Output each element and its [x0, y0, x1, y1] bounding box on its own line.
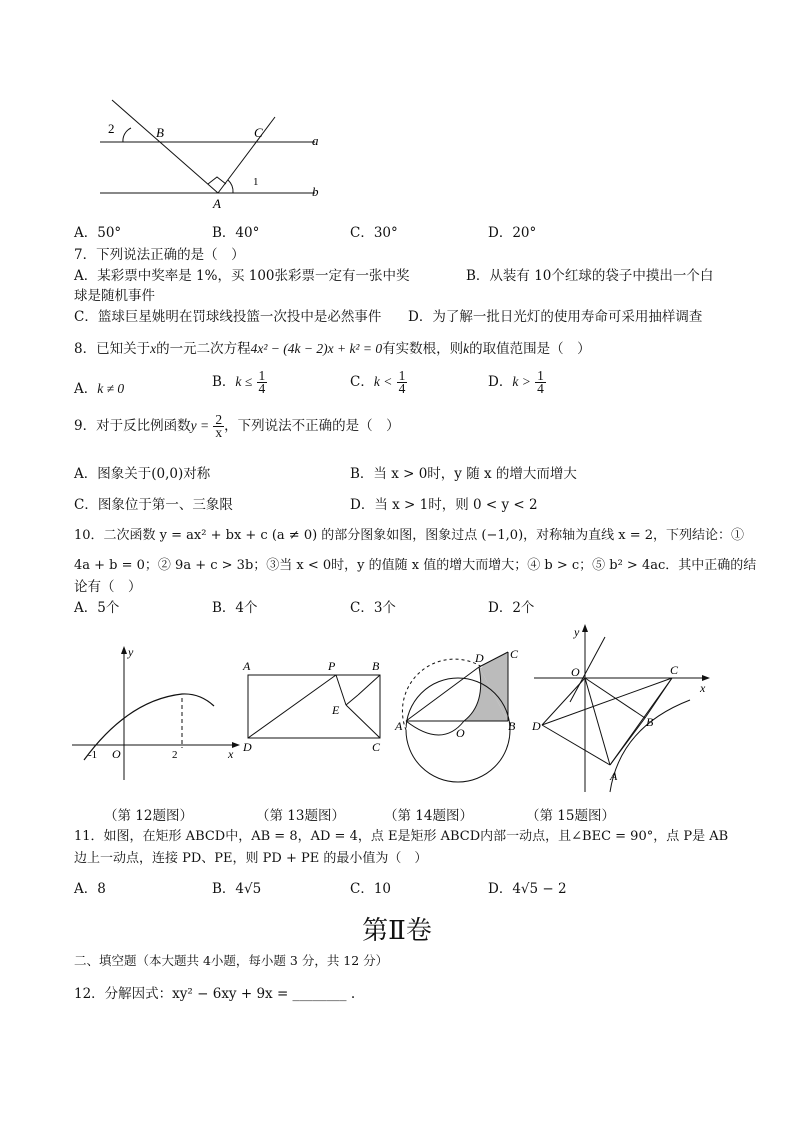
section-title: 第Ⅱ卷 [362, 916, 432, 946]
fig14-label-O: O [456, 726, 465, 740]
fraction-numerator: 1 [398, 368, 406, 383]
q10-line3: 论有（ ） [74, 579, 142, 595]
fig14-label-A: A [395, 719, 403, 733]
q11-option-c: C．10 [350, 881, 392, 897]
fraction-numerator: 2 [215, 412, 223, 427]
caption-fig15: （第 15题图） [526, 808, 615, 824]
label-A: A [213, 196, 221, 211]
q8-option-b-lhs: k ≤ [235, 374, 253, 389]
q8-option-c-lhs: k < [373, 374, 393, 389]
q9-stem-part1: 9．对于反比例函数 [74, 418, 191, 434]
q10-option-d: D．2个 [488, 600, 535, 616]
q11-option-b: B．4√5 [212, 881, 262, 897]
q8-option-d-letter: D． [488, 374, 513, 390]
fig13-label-P: P [328, 659, 336, 673]
q7-option-c: C．篮球巨星姚明在罚球线投篮一次投中是必然事件 [74, 309, 382, 325]
fraction-denominator: 4 [537, 381, 544, 396]
q11-option-d: D．4√5 − 2 [488, 881, 567, 897]
label-B: B [156, 125, 164, 140]
fraction-numerator: 1 [258, 368, 266, 383]
label-angle1: 1 [253, 176, 259, 188]
q11-line1: 11．如图，在矩形 ABCD中，AB = 8，AD = 4，点 E是矩形 ABCD内部一动点，且∠BEC = 90°，点 P是 AB [74, 829, 729, 844]
caption-fig12: （第 12题图） [104, 808, 193, 824]
fig15-label-y: y [574, 625, 580, 639]
fig15-label-O: O [571, 665, 580, 679]
fig12-label-origin: O [112, 747, 121, 761]
label-C: C [254, 125, 263, 140]
fig12-label-x: x [228, 747, 234, 761]
q8-stem-part4: 的取值范围是（ ） [469, 341, 591, 357]
figure-12-parabola [68, 640, 248, 790]
q8-stem-part3: 有实数根，则 [382, 341, 464, 357]
fig14-label-B: B [508, 719, 516, 733]
q8-option-c [350, 370, 407, 395]
q10-option-c: C．3个 [350, 600, 396, 616]
figure-15-coordinate [530, 622, 720, 797]
q7-option-b-line1: B．从装有 10个红球的袋子中摸出一个白 [466, 268, 714, 284]
q6-option-c: C．30° [350, 225, 398, 241]
fig13-label-C: C [372, 740, 381, 754]
fig13-label-D: D [243, 740, 252, 754]
fig15-label-B: B [646, 715, 654, 729]
figure-parallel-lines [90, 95, 340, 215]
q8-option-c-letter: C． [350, 374, 374, 390]
q8-option-b-letter: B． [212, 374, 236, 390]
q11-line2: 边上一动点，连接 PD、PE，则 PD + PE 的最小值为（ ） [74, 851, 428, 866]
fraction-denominator: x [215, 425, 223, 440]
figure-13-rectangle [238, 655, 388, 755]
q9-option-a: A．图象关于(0,0)对称 [74, 466, 211, 482]
fig13-label-B: B [372, 659, 380, 673]
fig13-label-E: E [332, 703, 340, 717]
q9-option-d: D．当 x > 1时，则 0 < y < 2 [350, 497, 538, 513]
q8-option-c-fraction [397, 370, 408, 395]
q8-stem-part1: 8．已知关于 [74, 341, 151, 357]
q9-stem-part2: ，下列说法不正确的是（ ） [224, 418, 400, 434]
q9-option-b: B．当 x > 0时，y 随 x 的增大而增大 [350, 466, 577, 482]
caption-fig14: （第 14题图） [384, 808, 473, 824]
fig12-label-neg1: -1 [88, 749, 98, 761]
caption-fig13: （第 13题图） [256, 808, 345, 824]
q10-line1: 10．二次函数 y = ax² + bx + c (a ≠ 0) 的部分图象如图，图象过点 (−1,0)，对称轴为直线 x = 2，下列结论：① [74, 528, 745, 543]
q8-option-b-fraction [257, 370, 268, 395]
q8-equation: 4x² − (4k − 2)x + k² = 0 [250, 341, 383, 356]
q9-option-c: C．图象位于第一、三象限 [74, 497, 233, 513]
q10-option-a: A．5个 [74, 600, 120, 616]
fraction-denominator: 4 [398, 381, 406, 396]
q9-stem [74, 414, 400, 439]
q8-option-a-letter: A． [74, 381, 98, 397]
q6-option-b: B．40° [212, 225, 260, 241]
fig15-label-x: x [700, 681, 706, 695]
q8-option-a [74, 377, 124, 397]
fig14-label-D: D [475, 651, 484, 665]
figure-14-circle [392, 644, 528, 784]
fraction-numerator: 1 [537, 368, 544, 383]
fig15-label-A: A [610, 769, 618, 783]
fig12-label-y: y [128, 645, 134, 659]
fig15-label-C: C [670, 663, 679, 677]
q7-option-a: A．某彩票中奖率是 1%，买 100张彩票一定有一张中奖 [74, 268, 410, 284]
fraction-denominator: 4 [258, 381, 266, 396]
q6-option-d: D．20° [488, 225, 537, 241]
q7-option-b-line2: 球是随机事件 [74, 288, 155, 304]
q8-option-d [488, 370, 546, 395]
q8-stem [74, 337, 591, 357]
q12-text: 12．分解因式：xy² − 6xy + 9x = ________ . [74, 986, 356, 1002]
label-a: a [312, 133, 319, 148]
fig14-label-C: C [510, 647, 519, 661]
q7-option-d: D．为了解一批日光灯的使用寿命可采用抽样调查 [408, 309, 703, 325]
q8-var-x: x [150, 341, 157, 356]
label-b: b [312, 184, 319, 199]
fig15-label-D: D [532, 719, 541, 733]
q8-var-k: k [463, 341, 470, 356]
q9-fraction [213, 414, 224, 439]
q8-option-d-lhs: k > [512, 374, 531, 389]
q10-line2: 4a + b = 0；② 9a + c > 3b；③当 x < 0时，y 的值随 x 值的增大而增大；④ b > c；⑤ b² > 4ac．其中正确的结 [74, 558, 757, 573]
label-angle2: 2 [108, 121, 115, 136]
q7-stem: 7．下列说法正确的是（ ） [74, 247, 245, 263]
q8-option-b [212, 370, 267, 395]
q8-option-a-expr: k ≠ 0 [97, 381, 125, 396]
q8-option-d-fraction [535, 370, 546, 395]
section2-heading: 二、填空题（本大题共 4小题，每小题 3 分，共 12 分） [74, 953, 389, 968]
fig13-label-A: A [243, 659, 251, 673]
q10-option-b: B．4个 [212, 600, 258, 616]
q6-option-a: A．50° [74, 225, 122, 241]
q9-y-eq: y = [190, 418, 210, 433]
q11-option-a: A．8 [74, 881, 106, 897]
q8-stem-part2: 的一元二次方程 [156, 341, 251, 357]
fig12-label-2: 2 [172, 749, 178, 761]
